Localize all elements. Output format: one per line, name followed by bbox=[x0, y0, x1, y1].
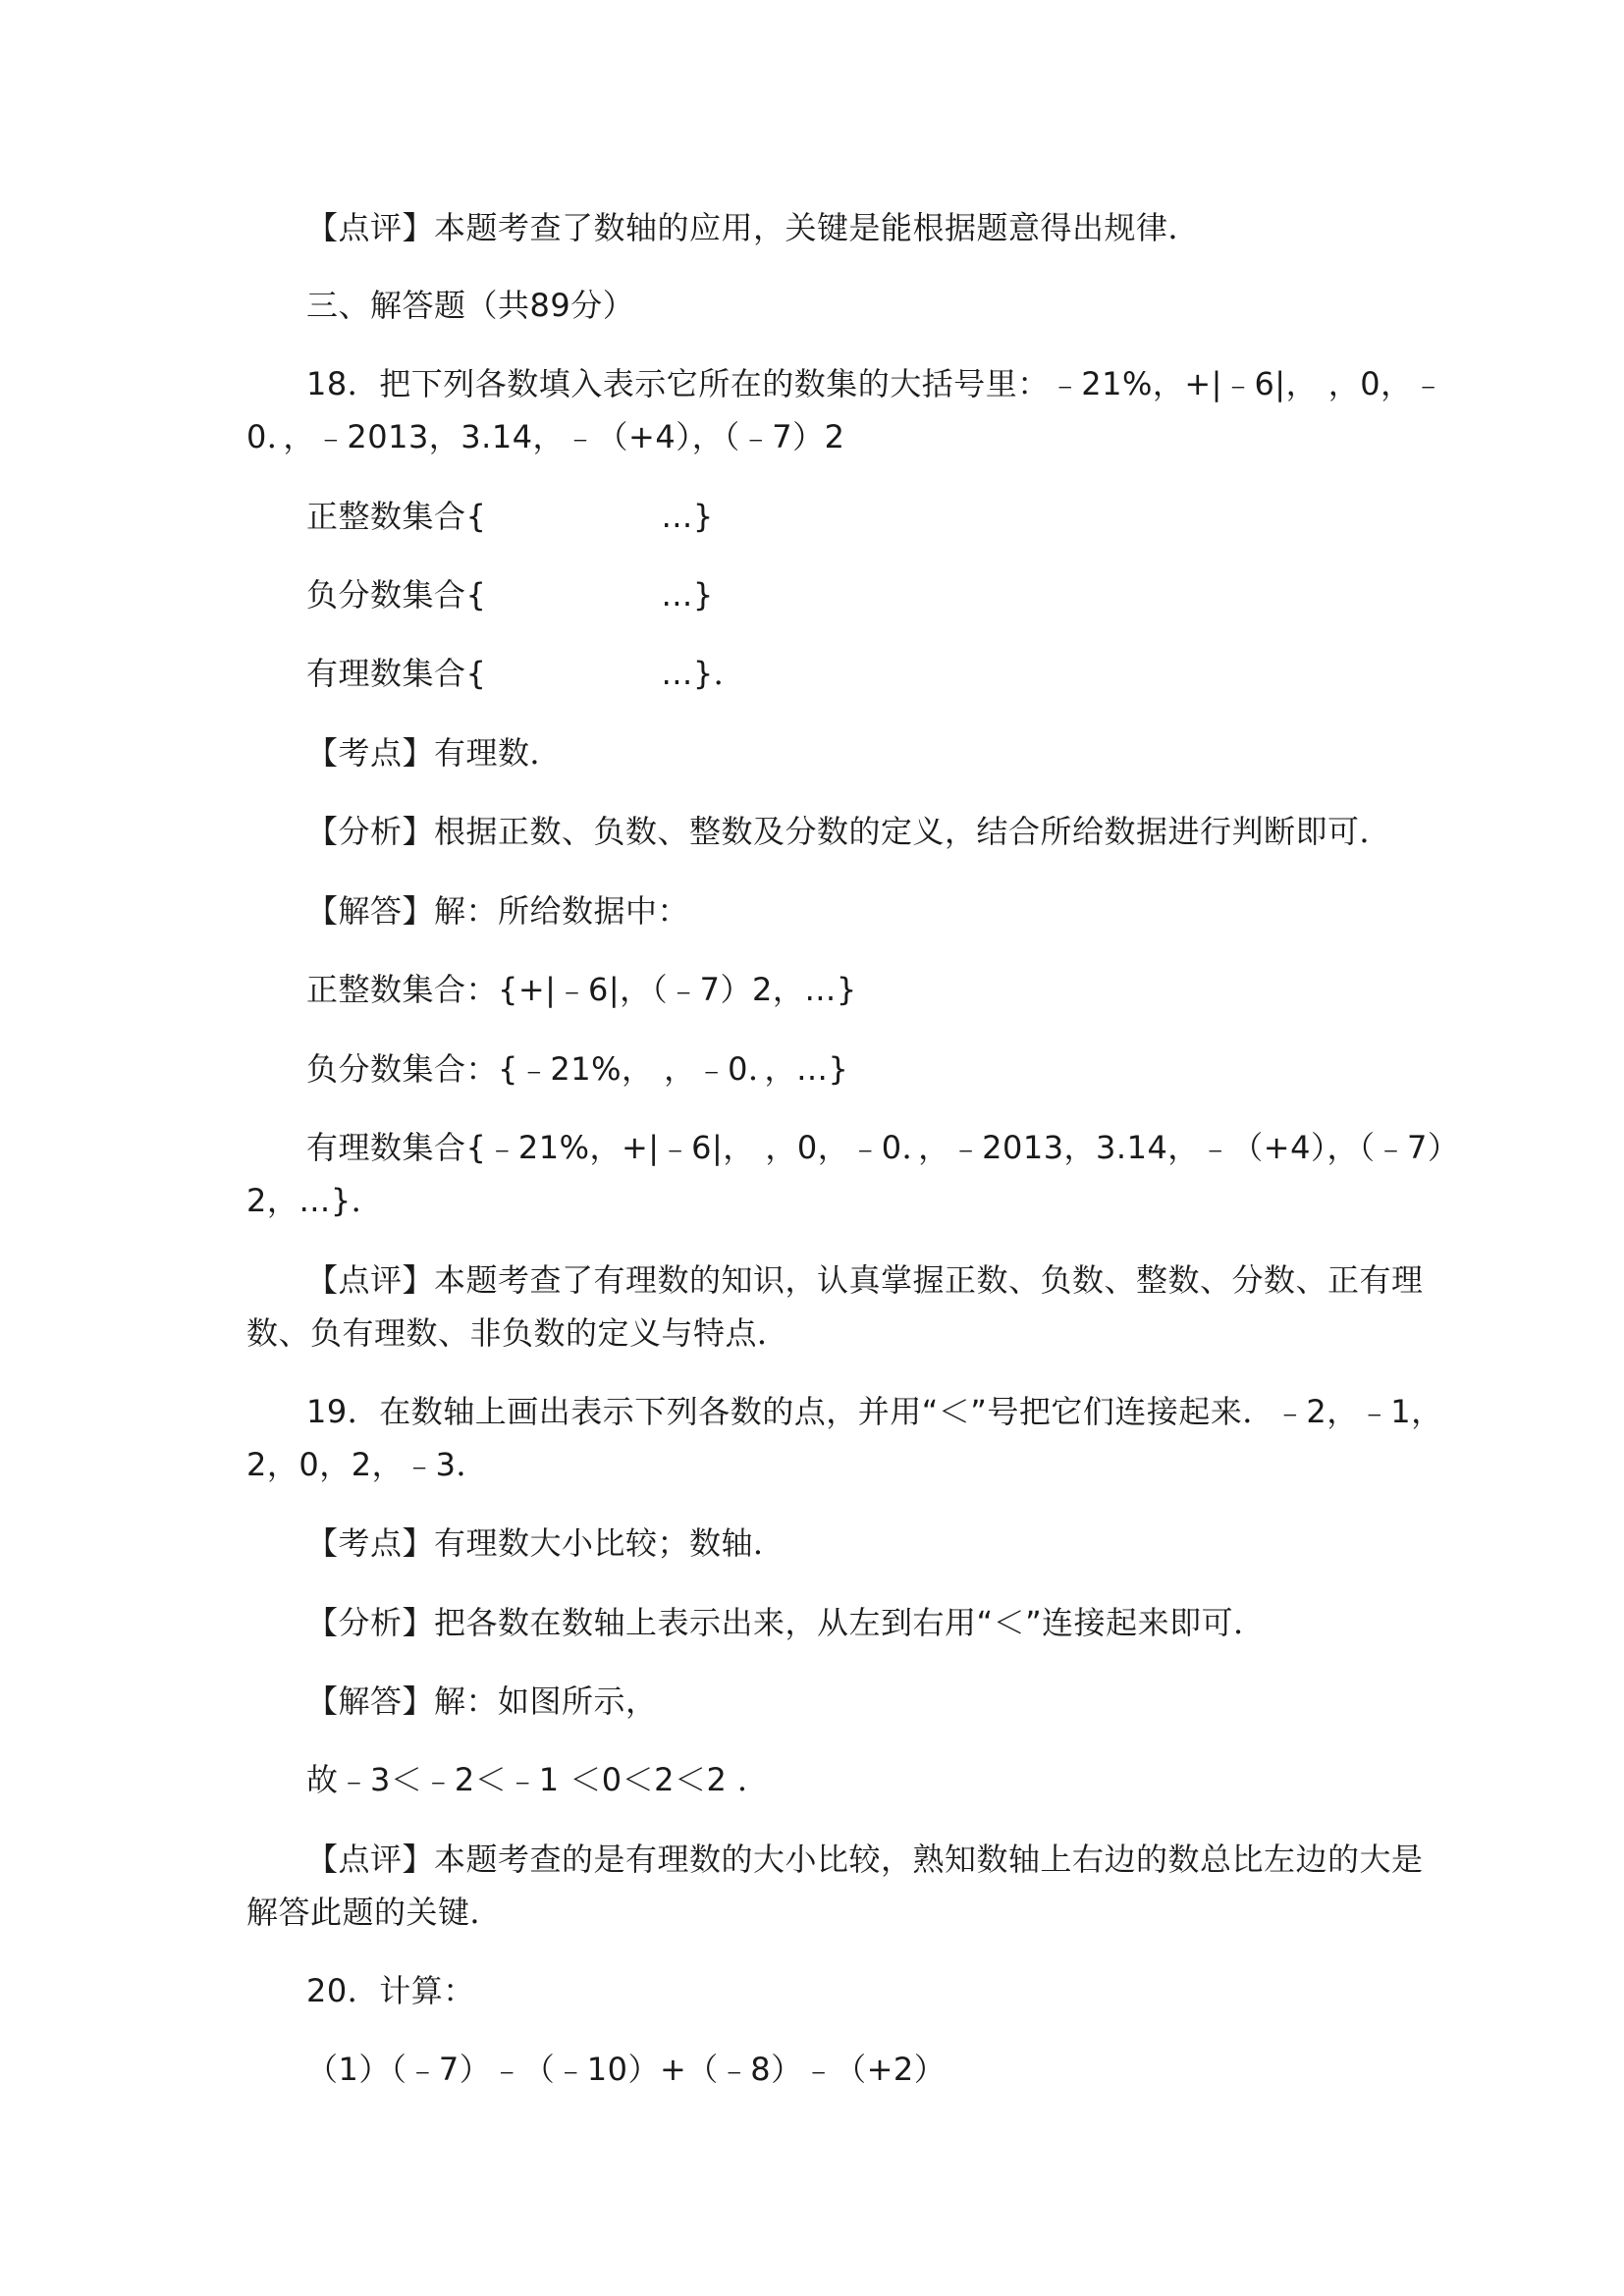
set-label: 有理数集合{ bbox=[306, 655, 487, 692]
question-19-line-1: 19．在数轴上画出表示下列各数的点，并用“＜”号把它们连接起来．﹣2，﹣1， bbox=[306, 1393, 1443, 1430]
section-heading: 三、解答题（共89分） bbox=[306, 287, 635, 324]
solution-18-negative-fractions: 负分数集合：{﹣21%， ，﹣0．，…} bbox=[306, 1050, 849, 1088]
solution-18-rationals-line-2: 2，…}． bbox=[246, 1182, 384, 1219]
set-close: …} bbox=[661, 576, 714, 614]
solution-18-intro: 【解答】解：所给数据中： bbox=[306, 892, 690, 930]
positive-integer-set-blank bbox=[306, 497, 714, 536]
negative-fraction-set-blank bbox=[306, 575, 714, 614]
solution-18-rationals-line-1: 有理数集合{﹣21%，+|﹣6|， ，0，﹣0．，﹣2013，3.14，﹣（+4），（﹣7） bbox=[306, 1129, 1460, 1166]
knowledge-point-18: 【考点】有理数． bbox=[306, 734, 563, 772]
knowledge-point-19: 【考点】有理数大小比较；数轴． bbox=[306, 1524, 785, 1562]
analysis-19: 【分析】把各数在数轴上表示出来，从左到右用“＜”连接起来即可． bbox=[306, 1604, 1266, 1641]
set-close: …}． bbox=[661, 655, 746, 692]
question-18-line-1: 18．把下列各数填入表示它所在的数集的大括号里：﹣21%，+|﹣6|， ，0，﹣ bbox=[306, 365, 1445, 402]
comment-18-line-2: 数、负有理数、非负数的定义与特点． bbox=[246, 1314, 789, 1352]
comment-18-line-1: 【点评】本题考查了有理数的知识，认真掌握正数、负数、整数、分数、正有理 bbox=[306, 1261, 1424, 1299]
question-18-line-2: 0．，﹣2013，3.14，﹣（+4），（﹣7）2 bbox=[246, 418, 845, 455]
question-19-line-2: 2，0，2，﹣3． bbox=[246, 1446, 488, 1483]
comment-19-line-1: 【点评】本题考查的是有理数的大小比较，熟知数轴上右边的数总比左边的大是 bbox=[306, 1841, 1424, 1878]
solution-19-intro: 【解答】解：如图所示， bbox=[306, 1682, 658, 1720]
comment-19-line-2: 解答此题的关键． bbox=[246, 1894, 503, 1931]
question-20-part-1: （1）（﹣7）﹣（﹣10）+（﹣8）﹣（+2） bbox=[306, 2051, 947, 2088]
set-label: 负分数集合{ bbox=[306, 576, 487, 614]
set-label: 正整数集合{ bbox=[306, 498, 487, 535]
solution-18-positive-integers: 正整数集合：{+|﹣6|，（﹣7）2，…} bbox=[306, 971, 857, 1008]
rational-set-blank bbox=[306, 654, 745, 693]
set-close: …} bbox=[661, 498, 714, 535]
comment-line-1: 【点评】本题考查了数轴的应用，关键是能根据题意得出规律． bbox=[306, 209, 1201, 246]
question-20: 20．计算： bbox=[306, 1972, 475, 2009]
analysis-18: 【分析】根据正数、负数、整数及分数的定义，结合所给数据进行判断即可． bbox=[306, 813, 1392, 850]
solution-19-result: 故﹣3＜﹣2＜﹣1 ＜0＜2＜2 ． bbox=[306, 1761, 770, 1798]
